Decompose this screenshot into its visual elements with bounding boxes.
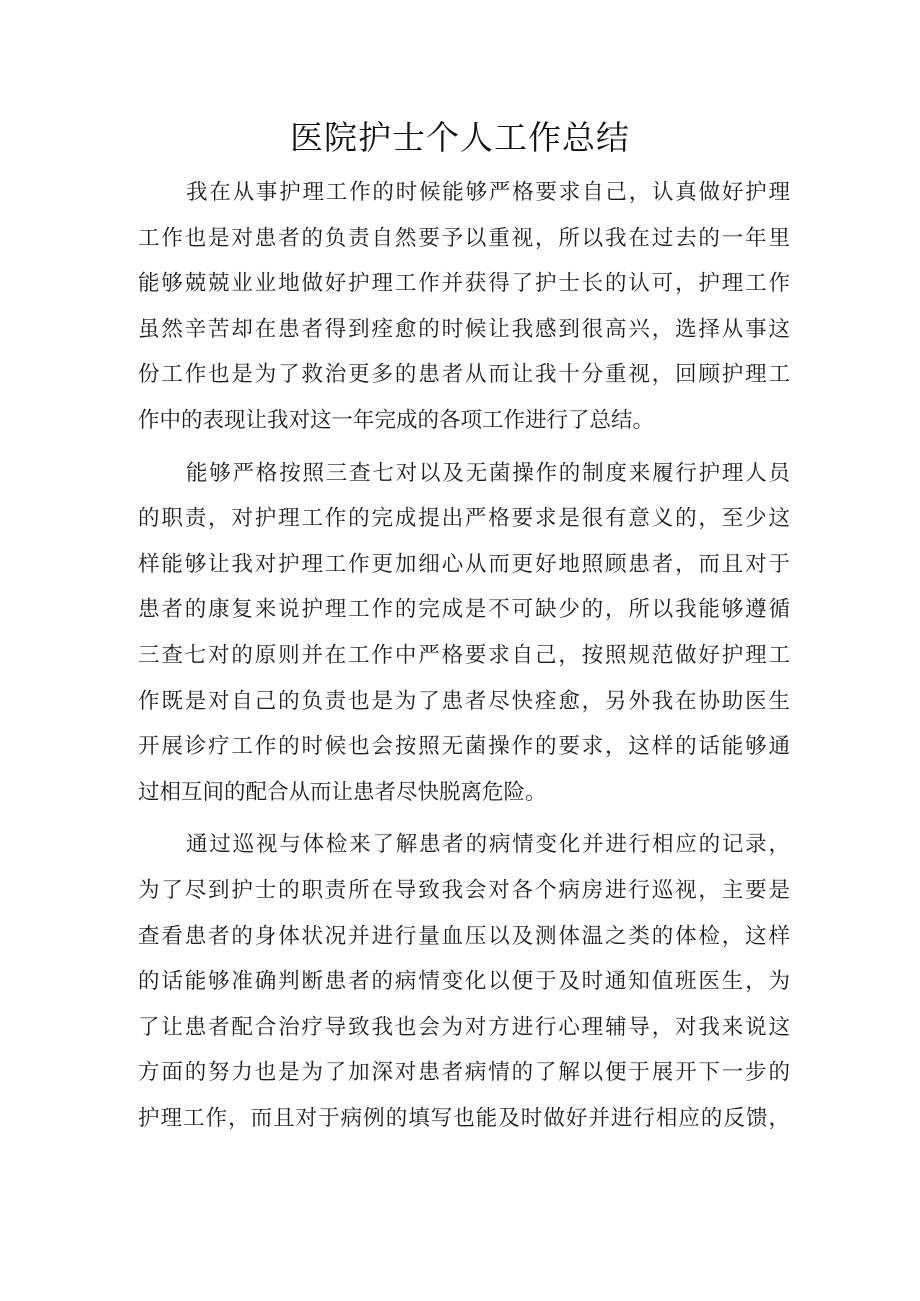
text-line: 样能够让我对护理工作更加细心从而更好地照顾患者，而且对于 <box>138 551 790 577</box>
text-line: 份工作也是为了救治更多的患者从而让我十分重视，回顾护理工 <box>138 362 790 388</box>
paragraph-2 <box>138 451 790 816</box>
paragraph-1 <box>138 170 790 444</box>
text-line: 开展诊疗工作的时候也会按照无菌操作的要求，这样的话能够通 <box>138 734 790 760</box>
text-line: 查看患者的身体状况并进行量血压以及测体温之类的体检，这样 <box>138 923 790 949</box>
document-body <box>138 170 790 1141</box>
text-line: 为了尽到护士的职责所在导致我会对各个病房进行巡视，主要是 <box>138 877 790 903</box>
text-line: 患者的康复来说护理工作的完成是不可缺少的，所以我能够遵循 <box>138 597 790 623</box>
text-line: 作中的表现让我对这一年完成的各项工作进行了总结。 <box>138 407 655 433</box>
text-line: 方面的努力也是为了加深对患者病情的了解以便于展开下一步的 <box>138 1060 790 1086</box>
text-line: 虽然辛苦却在患者得到痊愈的时候让我感到很高兴，选择从事这 <box>138 316 790 342</box>
text-line: 作既是对自己的负责也是为了患者尽快痊愈，另外我在协助医生 <box>138 688 790 714</box>
text-line: 我在从事护理工作的时候能够严格要求自己，认真做好护理 <box>186 180 790 205</box>
text-line: 的职责，对护理工作的完成提出严格要求是很有意义的，至少这 <box>138 506 790 532</box>
text-line: 能够兢兢业业地做好护理工作并获得了护士长的认可，护理工作 <box>138 271 790 297</box>
text-line: 三查七对的原则并在工作中严格要求自己，按照规范做好护理工 <box>138 642 790 668</box>
text-line: 护理工作，而且对于病例的填写也能及时做好并进行相应的反馈， <box>138 1105 790 1131</box>
text-line: 能够严格按照三查七对以及无菌操作的制度来履行护理人员 <box>186 460 790 486</box>
text-line: 工作也是对患者的负责自然要予以重视，所以我在过去的一年里 <box>138 225 790 251</box>
text-line: 过相互间的配合从而让患者尽快脱离危险。 <box>138 779 547 805</box>
text-line: 的话能够准确判断患者的病情变化以便于及时通知值班医生，为 <box>138 969 790 995</box>
paragraph-gap <box>138 815 790 822</box>
document-title: 医院护士个人工作总结 <box>290 118 630 157</box>
paragraph-3 <box>138 822 790 1141</box>
text-line: 通过巡视与体检来了解患者的病情变化并进行相应的记录， <box>186 832 790 858</box>
text-line: 了让患者配合治疗导致我也会为对方进行心理辅导，对我来说这 <box>138 1014 790 1040</box>
paragraph-gap <box>138 444 790 451</box>
